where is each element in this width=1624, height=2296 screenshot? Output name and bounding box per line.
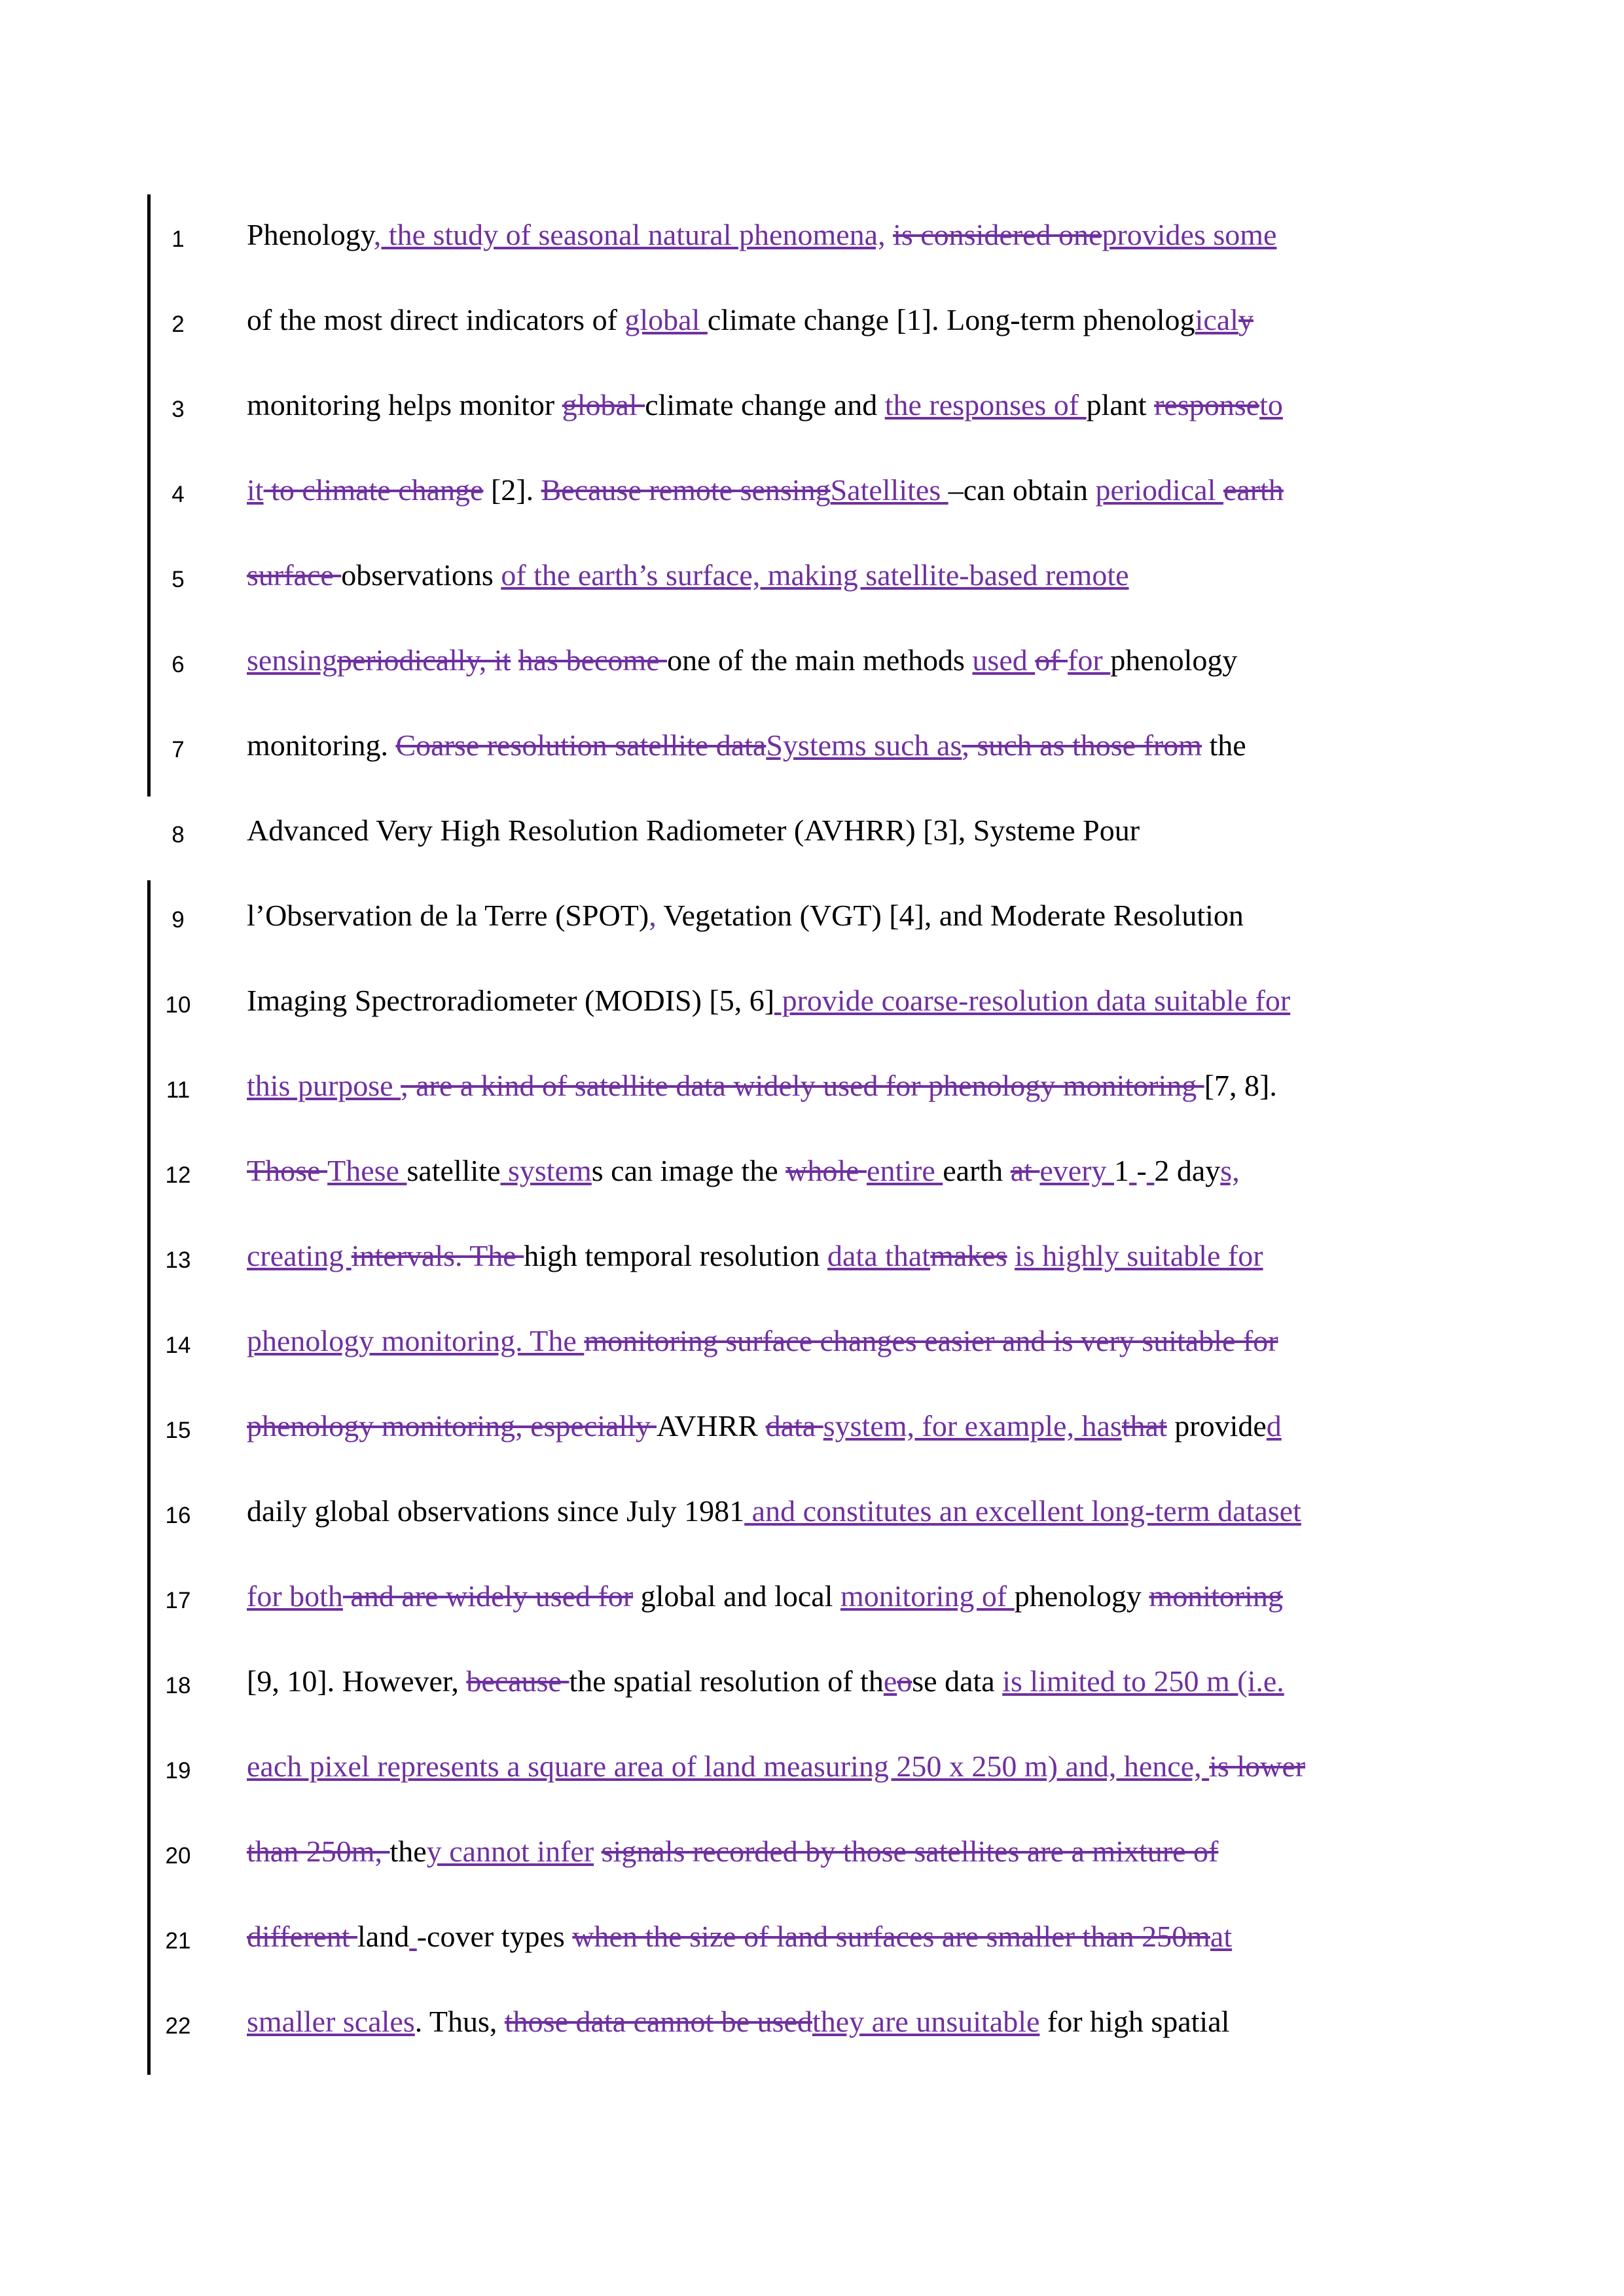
body-text: s can image the	[591, 1154, 786, 1187]
body-text: l’Observation de la Terre (SPOT)	[247, 899, 649, 932]
line-text	[247, 552, 1389, 598]
body-text: earth	[943, 1154, 1011, 1187]
deleted-text: o	[897, 1664, 912, 1698]
line-text	[247, 382, 1389, 428]
deleted-text: at	[1010, 1154, 1040, 1187]
inserted-text: each pixel represents a square area of land measuring 250 x 250 m) and, hence,	[247, 1749, 1210, 1783]
inserted-text: provide coarse-resolution data suitable for	[774, 984, 1291, 1017]
inserted-text: is limited to 250 m (i.e.	[1002, 1664, 1284, 1698]
body-text: [7, 8].	[1204, 1069, 1277, 1102]
body-text: climate change [1]. Long-term phenolog	[707, 303, 1195, 336]
line-number: 17	[165, 1588, 191, 1613]
body-text: [9, 10]. However,	[247, 1664, 467, 1698]
deleted-text: makes	[930, 1239, 1007, 1272]
line-text	[247, 1914, 1389, 1960]
line-text	[247, 1063, 1389, 1109]
inserted-text: These	[327, 1154, 407, 1187]
inserted-text	[1129, 1154, 1137, 1187]
body-text: plant	[1086, 388, 1155, 422]
body-text: se data	[912, 1664, 1003, 1698]
line-number: 12	[165, 1162, 191, 1188]
deleted-text: global	[562, 388, 645, 422]
line-text	[247, 297, 1389, 343]
body-text: global and local	[633, 1579, 840, 1613]
inserted-text: for both	[247, 1579, 343, 1613]
deleted-text: those data cannot be used	[504, 2005, 812, 2038]
inserted-text: at	[1210, 1920, 1233, 1953]
line-text	[247, 1488, 1389, 1534]
line-text	[247, 1573, 1389, 1619]
deleted-text: , such as those from	[962, 728, 1202, 762]
inserted-text	[1147, 1154, 1155, 1187]
body-text: provide	[1166, 1409, 1267, 1443]
body-text: climate change and	[645, 388, 885, 422]
document-line	[0, 1302, 1624, 1388]
line-number: 22	[165, 2013, 191, 2039]
body-text: the spatial resolution of th	[569, 1664, 884, 1698]
line-text	[247, 1999, 1389, 2045]
inserted-text: this purpose	[247, 1069, 401, 1102]
deleted-text: Because remote sensing	[541, 473, 831, 507]
document-line	[0, 1558, 1624, 1643]
inserted-text: , the study of seasonal natural phenomena,	[373, 218, 886, 251]
document-line	[0, 537, 1624, 622]
document-line	[0, 1728, 1624, 1813]
body-text: -cover types	[416, 1920, 573, 1953]
inserted-text: phenology monitoring. The	[247, 1324, 585, 1357]
body-text: monitoring helps monitor	[247, 388, 562, 422]
deleted-text: because	[466, 1664, 569, 1698]
body-text: Imaging Spectroradiometer (MODIS) [5, 6]	[247, 984, 775, 1017]
inserted-text: used	[972, 643, 1036, 677]
document-line	[0, 1983, 1624, 2068]
body-text: the	[1202, 728, 1246, 762]
body-text: phenology	[1014, 1579, 1149, 1613]
inserted-text: d	[1266, 1409, 1282, 1443]
body-text: land	[357, 1920, 410, 1953]
deleted-text: different	[247, 1920, 358, 1953]
line-text	[247, 808, 1389, 853]
inserted-text: ical	[1195, 303, 1238, 336]
line-text	[247, 637, 1389, 683]
body-text: for high spatial	[1039, 2005, 1230, 2038]
body-text	[886, 218, 893, 251]
body-text: phenology	[1110, 643, 1238, 677]
line-number: 16	[165, 1503, 191, 1528]
line-text	[247, 212, 1389, 258]
body-text	[594, 1835, 602, 1868]
line-number: 7	[171, 737, 185, 762]
deleted-text: when the size of land surfaces are smaller than 250m	[572, 1920, 1210, 1953]
inserted-text: every	[1039, 1154, 1115, 1187]
document-line	[0, 1643, 1624, 1728]
document-line	[0, 1047, 1624, 1132]
line-text	[247, 1744, 1389, 1789]
deleted-text: signals recorded by those satellites are a mixture of	[601, 1835, 1219, 1868]
inserted-text: monitoring of	[840, 1579, 1015, 1613]
inserted-text: system, for example, has	[823, 1409, 1122, 1443]
deleted-text: periodically, it	[337, 643, 511, 677]
inserted-text: it	[247, 473, 264, 507]
line-number: 8	[171, 822, 185, 848]
deleted-text: phenology monitoring, especially	[247, 1409, 657, 1443]
document-line	[0, 1813, 1624, 1898]
deleted-text: and are widely used for	[342, 1579, 634, 1613]
body-text: Vegetation (VGT) [4], and Moderate Resolution	[656, 899, 1244, 932]
document-line	[0, 1388, 1624, 1473]
line-number: 3	[171, 397, 185, 422]
inserted-text: of the earth’s surface, making satellite-based remote	[501, 558, 1129, 592]
document-line	[0, 1217, 1624, 1302]
document-line	[0, 1132, 1624, 1217]
body-text: 2 day	[1154, 1154, 1221, 1187]
line-number: 14	[165, 1333, 191, 1358]
document-line	[0, 367, 1624, 452]
body-text: daily global observations since July 1981	[247, 1494, 745, 1528]
inserted-text: y cannot infer	[426, 1835, 594, 1868]
inserted-text: smaller scales	[247, 2005, 415, 2038]
deleted-text: intervals. The	[351, 1239, 524, 1272]
body-text: Advanced Very High Resolution Radiometer (AVHRR) [3], Systeme Pour	[247, 814, 1140, 847]
body-text: . Thus,	[414, 2005, 505, 2038]
deleted-text: y	[1238, 303, 1254, 336]
deleted-text: is considered one	[893, 218, 1102, 251]
deleted-text: data	[765, 1409, 823, 1443]
line-text	[247, 723, 1389, 768]
inserted-text: data that	[827, 1239, 931, 1272]
deleted-text: monitoring surface changes easier and is very suitable for	[584, 1324, 1278, 1357]
deleted-text: Coarse resolution satellite data	[395, 728, 767, 762]
deleted-text: has become	[518, 643, 668, 677]
line-number: 15	[165, 1418, 191, 1443]
inserted-text: to	[1259, 388, 1283, 422]
line-text	[247, 978, 1389, 1024]
deleted-text: earth	[1223, 473, 1284, 507]
body-text: one of the main methods	[667, 643, 973, 677]
line-number: 4	[171, 482, 185, 507]
line-text	[247, 467, 1389, 513]
line-number: 13	[165, 1247, 191, 1273]
inserted-text: creating	[247, 1239, 352, 1272]
document-line	[0, 281, 1624, 367]
inserted-text: ,	[649, 899, 657, 932]
body-text: of the most direct indicators of	[247, 303, 625, 336]
line-number: 2	[171, 312, 185, 337]
body-text: observations	[341, 558, 501, 592]
document-line	[0, 792, 1624, 877]
inserted-text: provides some	[1102, 218, 1277, 251]
deleted-text: is lower	[1209, 1749, 1306, 1783]
deleted-text: whole	[785, 1154, 867, 1187]
document-line	[0, 962, 1624, 1047]
body-text: monitoring.	[247, 728, 396, 762]
inserted-text: for	[1068, 643, 1111, 677]
inserted-text: the responses of	[884, 388, 1087, 422]
deleted-text: Those	[247, 1154, 328, 1187]
document-line	[0, 707, 1624, 792]
deleted-text: that	[1121, 1409, 1167, 1443]
body-text: high temporal resolution	[524, 1239, 827, 1272]
inserted-text: s,	[1220, 1154, 1240, 1187]
body-text: AVHRR	[657, 1409, 766, 1443]
document-line	[0, 1473, 1624, 1558]
deleted-text: of	[1035, 643, 1068, 677]
body-text: Phenology	[247, 218, 374, 251]
line-text	[247, 1148, 1389, 1194]
document-line	[0, 452, 1624, 537]
inserted-text: is highly suitable for	[1015, 1239, 1263, 1272]
inserted-text: sensing	[247, 643, 337, 677]
line-number: 20	[165, 1843, 191, 1869]
body-text: the	[389, 1835, 427, 1868]
line-text	[247, 893, 1389, 939]
line-number: 18	[165, 1673, 191, 1698]
inserted-text: Systems such as	[766, 728, 962, 762]
line-number: 11	[166, 1077, 190, 1103]
deleted-text: monitoring	[1149, 1579, 1283, 1613]
body-text: 1	[1114, 1154, 1130, 1187]
line-text	[247, 1233, 1389, 1279]
line-number: 1	[171, 226, 185, 252]
document-line	[0, 1898, 1624, 1983]
document-line	[0, 622, 1624, 707]
body-text	[1007, 1239, 1015, 1272]
line-number: 21	[165, 1928, 191, 1954]
line-text	[247, 1829, 1389, 1874]
inserted-text: periodical	[1095, 473, 1223, 507]
document-line	[0, 196, 1624, 281]
body-text	[511, 643, 518, 677]
inserted-text: entire	[867, 1154, 943, 1187]
line-number: 5	[171, 567, 185, 592]
line-number: 6	[171, 652, 185, 677]
inserted-text: and constitutes an excellent long-term dataset	[744, 1494, 1301, 1528]
line-number: 19	[165, 1758, 191, 1784]
line-number: 9	[171, 907, 185, 933]
deleted-text: response	[1154, 388, 1260, 422]
inserted-text: Satellites	[830, 473, 948, 507]
body-text: satellite	[406, 1154, 501, 1187]
inserted-text: e	[883, 1664, 897, 1698]
body-text: -	[1136, 1154, 1147, 1187]
inserted-text: they are unsuitable	[812, 2005, 1040, 2038]
inserted-text: system	[500, 1154, 592, 1187]
deleted-text: to climate change	[263, 473, 484, 507]
line-text	[247, 1659, 1389, 1704]
body-text: [2].	[483, 473, 541, 507]
body-text: –can obtain	[948, 473, 1096, 507]
document-line	[0, 877, 1624, 962]
line-text	[247, 1403, 1389, 1449]
line-number: 10	[165, 992, 191, 1018]
inserted-text: global	[624, 303, 708, 336]
deleted-text: , are a kind of satellite data widely used for phenology monitoring	[401, 1069, 1204, 1102]
deleted-text: surface	[247, 558, 342, 592]
line-text	[247, 1318, 1389, 1364]
deleted-text: than 250m,	[247, 1835, 390, 1868]
inserted-text	[409, 1920, 417, 1953]
